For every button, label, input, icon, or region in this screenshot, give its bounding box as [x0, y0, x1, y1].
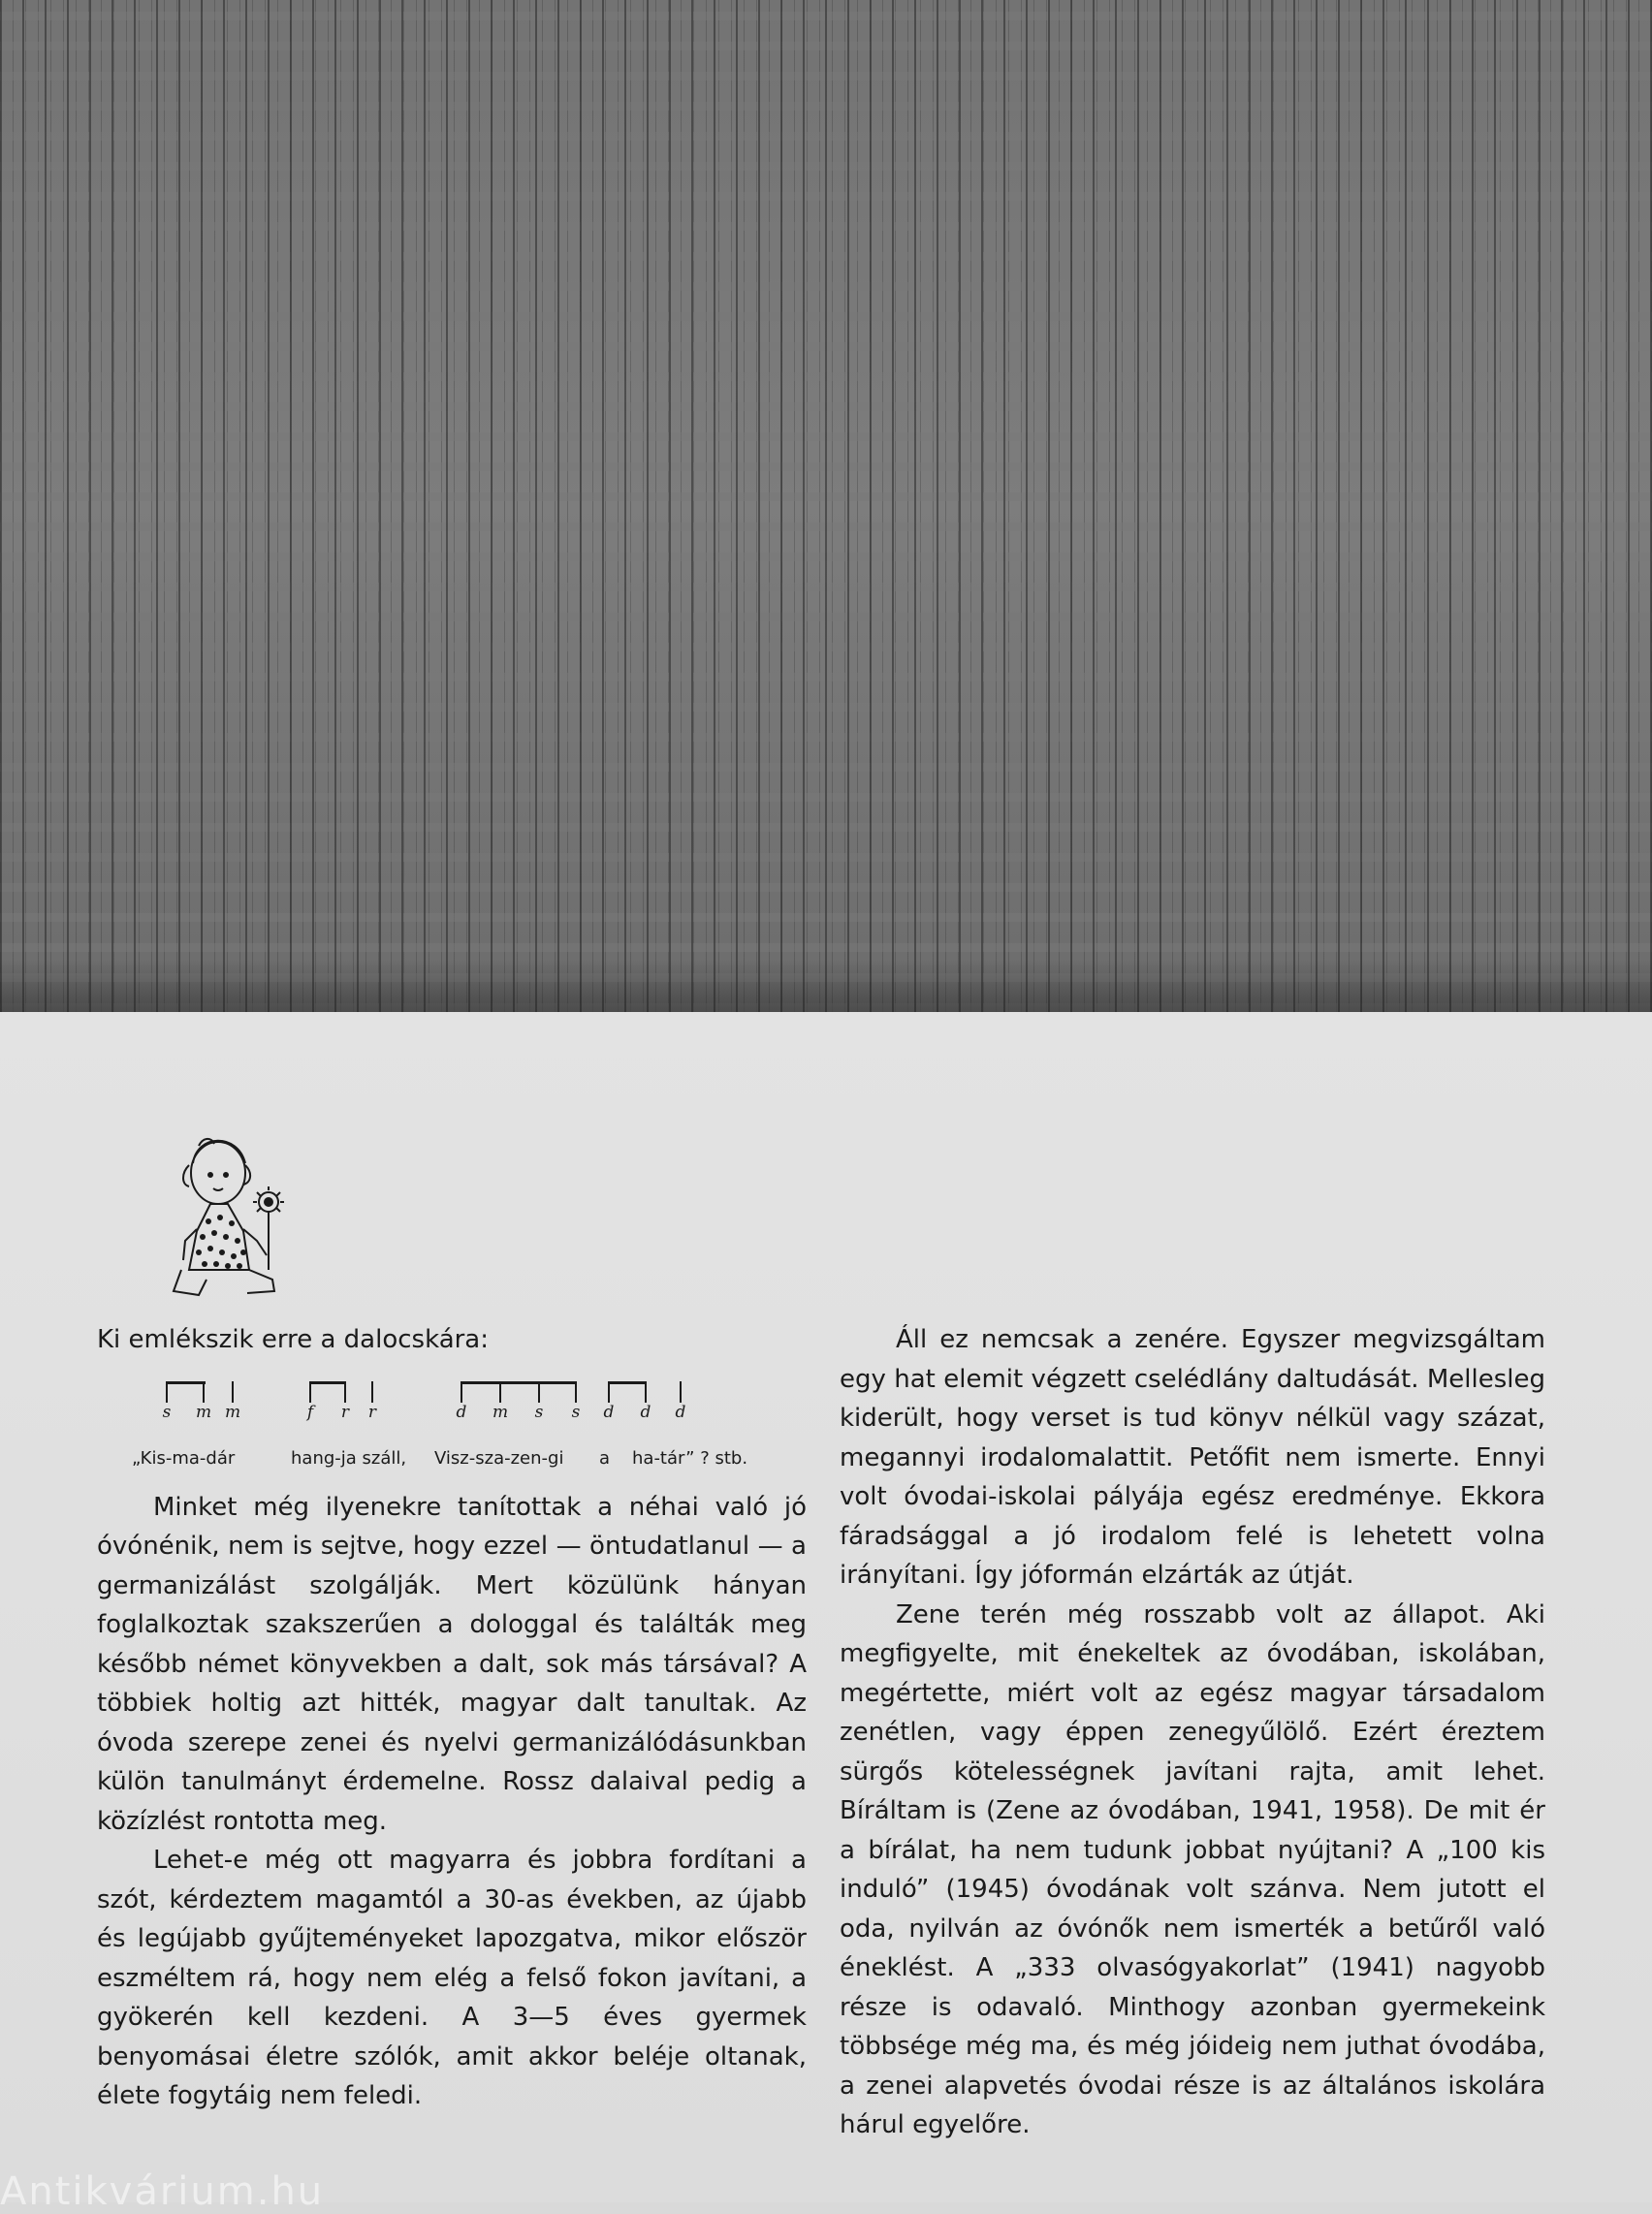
lyric-segment: Visz-sza-zen-gi	[434, 1447, 564, 1469]
intro-line: Ki emlékszik erre a dalocskára:	[97, 1325, 490, 1354]
note	[223, 1381, 242, 1422]
notation-group-3	[456, 1381, 581, 1439]
solmization-syllable: s	[162, 1402, 172, 1422]
notation-group-4	[603, 1381, 651, 1439]
solmization-syllable: s	[534, 1402, 544, 1422]
note	[335, 1381, 355, 1422]
note	[491, 1381, 510, 1422]
note	[452, 1381, 471, 1422]
right-text-column	[840, 1320, 1545, 2145]
note	[599, 1381, 619, 1422]
notation-group-1	[162, 1381, 212, 1439]
paragraph: Minket még ilyenekre tanítottak a néhai való jó óvónénik, nem is sejtve, hogy ezzel — öntudatlanul — a germanizálást szolgálják. Mert közülünk hányan foglalkoztak szakszerűen a dologgal és találták meg később német könyvekben a dalt, sok más társával? A többiek holtig azt hitték, magyar dalt tanultak. Az óvoda szerepe zenei és nyelvi germanizálódásunkban külön tanulmányt érdemelne. Rossz dalaival pedig a közízlést rontotta meg.	[97, 1492, 807, 1836]
note	[566, 1381, 586, 1422]
textured-cover-background	[0, 0, 1652, 1012]
watermark: Antikvárium.hu	[0, 2169, 325, 2214]
paragraph: Áll ez nemcsak a zenére. Egyszer megvizsgáltam egy hat elemit végzett cselédlány daltudását. Mellesleg kiderült, hogy verset is tud könyv nélkül vagy százat, megannyi irodalomalattit. Petőfit nem ismerte. Ennyi volt óvodai-iskolai pályája egész eredménye. Ekkora fáradsággal a jó irodalom felé is lehetett volna irányítani. Így jóformán elzárták az útját.	[840, 1325, 1545, 1590]
solmization-syllable: m	[195, 1402, 212, 1422]
solmization-syllable: r	[340, 1402, 350, 1422]
beam	[461, 1381, 576, 1384]
note	[636, 1381, 655, 1422]
lyric-segment: ha-tár” ? stb.	[632, 1447, 748, 1469]
solmization-syllable: f	[306, 1402, 314, 1422]
solmization-syllable: d	[603, 1402, 615, 1422]
solmization-syllable: r	[367, 1402, 377, 1422]
solmization-syllable: m	[224, 1402, 241, 1422]
paragraph: Lehet-e még ott magyarra és jobbra fordítani a szót, kérdeztem magamtól a 30-as években, az újabb és legújabb gyűjteményeket lapozgatva, mikor először eszméltem rá, hogy nem elég a felső fokon javítani, a gyökerén kell kezdeni. A 3—5 éves gyermek benyomásai életre szólók, amit akkor beléje oltanak, élete fogytáig nem feledi.	[97, 1846, 807, 2110]
note	[363, 1381, 382, 1422]
lyric-segment: hang-ja száll,	[291, 1447, 407, 1469]
note	[529, 1381, 549, 1422]
lyric-segment: a	[599, 1447, 611, 1469]
paragraph: Zene terén még rosszabb volt az állapot. Aki megfigyelte, mit énekeltek az óvodában, iskolában, megértette, miért volt az egész magyar társadalom zenétlen, vagy éppen zenegyűlölő. Ezért éreztem sürgős kötelességnek javítani rajta, amit lehet. Bíráltam is (Zene az óvodában, 1941, 1958). De mit ér a bírálat, ha nem tudunk jobbat nyújtani? A „100 kis induló” (1945) óvodának volt szánva. Nem jutott el oda, nyilván az óvónők nem ismerték a betűről való éneklést. A „333 olvasógyakorlat” (1941) nagyobb része is odavaló. Minthogy azonban gyermekeink többsége még ma, és még jóideig nem juthat óvodába, a zenei alapvetés óvodai része is az általános iskolára hárul egyelőre.	[840, 1599, 1545, 2139]
solmization-syllable: d	[640, 1402, 651, 1422]
lyric-segment: „Kis-ma-dár	[132, 1447, 236, 1469]
cover-edge-shadow	[0, 960, 1652, 1012]
solmization-notation	[97, 1372, 807, 1480]
notation-group-2	[306, 1381, 350, 1439]
solmization-syllable: m	[492, 1402, 509, 1422]
left-text-column	[97, 1320, 807, 2116]
solmization-syllable: d	[456, 1402, 467, 1422]
note	[157, 1381, 176, 1422]
note	[671, 1381, 690, 1422]
note	[194, 1381, 213, 1422]
note	[301, 1381, 320, 1422]
girl-with-flower-illustration	[160, 1124, 315, 1318]
solmization-syllable: s	[571, 1402, 581, 1422]
solmization-syllable: d	[675, 1402, 686, 1422]
